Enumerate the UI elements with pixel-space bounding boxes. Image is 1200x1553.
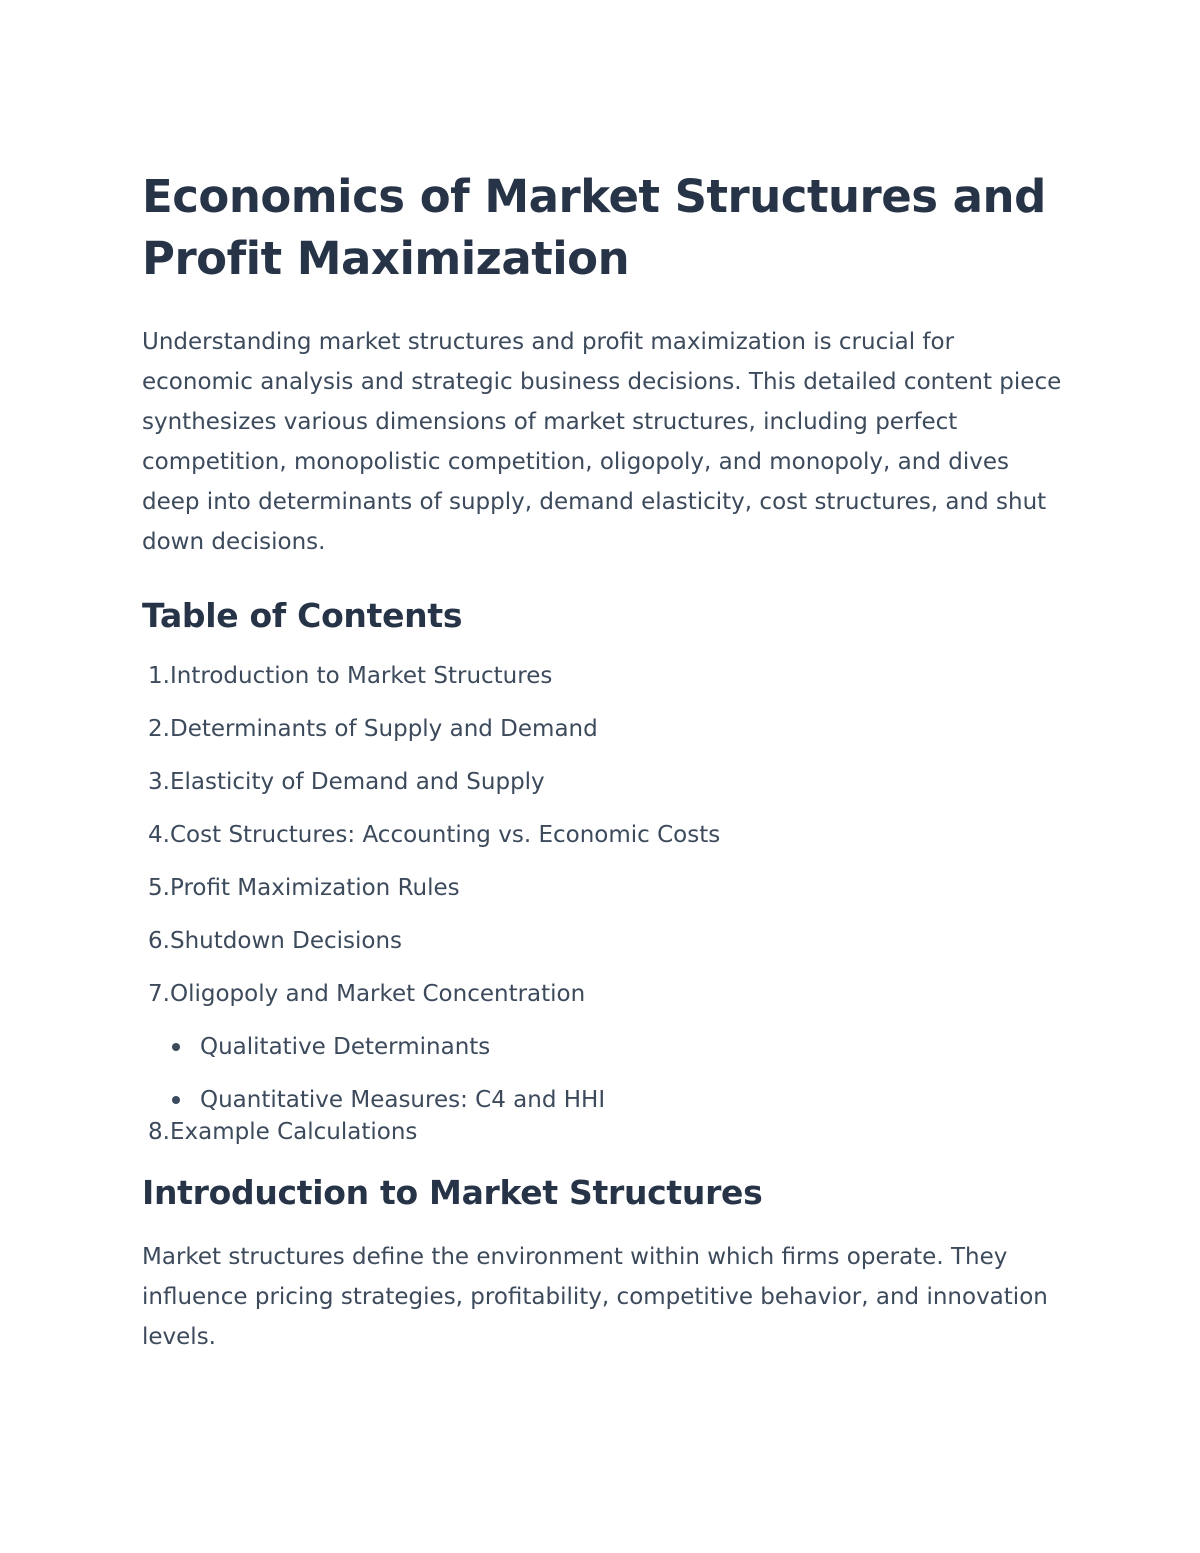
toc-item-label: Determinants of Supply and Demand xyxy=(170,716,598,742)
toc-item-number: 8. xyxy=(148,1119,170,1145)
toc-sub-list xyxy=(142,1031,1072,1116)
table-of-contents xyxy=(142,660,1072,1010)
toc-item-label: Elasticity of Demand and Supply xyxy=(170,769,545,795)
toc-sub-item-label: Qualitative Determinants xyxy=(200,1034,491,1060)
toc-item-number: 1. xyxy=(148,663,170,689)
toc-sub-item-qualitative[interactable] xyxy=(142,1031,1072,1063)
toc-item-example-calculations[interactable] xyxy=(142,1116,1072,1148)
section-heading: Introduction to Market Structures xyxy=(142,1173,763,1212)
intro-paragraph: Understanding market structures and profit maximization is crucial for economic analysis and strategic business decisions. This detailed content piece synthesizes various dimensions of market structures, including perfect competition, monopolistic competition, oligopoly, and monopoly, and dives deep into determinants of supply, demand elasticity, cost structures, and shut down decisions. xyxy=(142,329,1062,555)
toc-item-shutdown[interactable] xyxy=(142,925,1072,957)
toc-item-number: 4. xyxy=(148,822,170,848)
toc-item-number: 5. xyxy=(148,875,170,901)
table-of-contents-continued xyxy=(142,1116,1072,1148)
toc-sub-item-quantitative[interactable] xyxy=(142,1084,1072,1116)
toc-item-number: 2. xyxy=(148,716,170,742)
toc-item-determinants[interactable] xyxy=(142,713,1072,745)
toc-item-number: 7. xyxy=(148,981,170,1007)
toc-item-label: Profit Maximization Rules xyxy=(170,875,460,901)
toc-item-number: 3. xyxy=(148,769,170,795)
toc-item-number: 6. xyxy=(148,928,170,954)
toc-item-oligopoly[interactable] xyxy=(142,978,1072,1010)
toc-item-profit-maximization[interactable] xyxy=(142,872,1072,904)
document-page xyxy=(142,166,1072,1357)
toc-sub-item-label: Quantitative Measures: C4 and HHI xyxy=(200,1087,606,1113)
document-title: Economics of Market Structures and Profit Maximization xyxy=(142,170,1046,285)
toc-item-introduction[interactable] xyxy=(142,660,1072,692)
toc-item-label: Introduction to Market Structures xyxy=(170,663,553,689)
bullet-icon xyxy=(172,1096,180,1104)
toc-item-label: Cost Structures: Accounting vs. Economic Costs xyxy=(170,822,721,848)
toc-item-cost-structures[interactable] xyxy=(142,819,1072,851)
section-paragraph: Market structures define the environment within which firms operate. They influence pricing strategies, profitability, competitive behavior, and innovation levels. xyxy=(142,1244,1048,1350)
toc-item-label: Oligopoly and Market Concentration xyxy=(170,981,586,1007)
toc-item-elasticity[interactable] xyxy=(142,766,1072,798)
toc-item-label: Shutdown Decisions xyxy=(170,928,403,954)
toc-heading: Table of Contents xyxy=(142,596,463,635)
toc-item-label: Example Calculations xyxy=(170,1119,418,1145)
bullet-icon xyxy=(172,1043,180,1051)
